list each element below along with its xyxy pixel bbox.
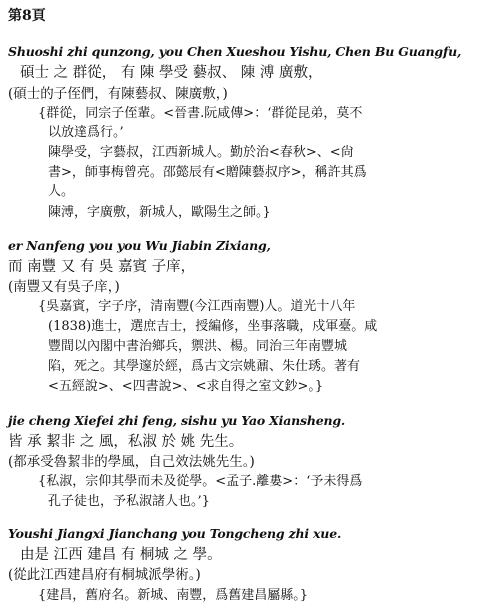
note-line: 人。 xyxy=(48,184,75,199)
note-line: {私淑，宗仰其學而未及從學。<孟子.離婁>：‘予未得爲 xyxy=(38,474,363,489)
translation-line: (從此江西建昌府有桐城派學術。) xyxy=(8,567,201,583)
note-line: {群從，同宗子侄輩。<晉書.阮咸傳>：‘群從昆弟，莫不 xyxy=(38,106,363,121)
pinyin-line: jie cheng Xiefei zhi feng, sishu yu Yao Xiansheng. xyxy=(8,413,346,428)
note-line: {建昌，舊府名。新城、南豐，爲舊建昌屬縣。} xyxy=(38,588,309,603)
note-line: {吳嘉賓，字子序，清南豐(今江西南豐)人。道光十八年 xyxy=(38,299,356,314)
chinese-line: 由是 江西 建昌 有 桐城 之 學。 xyxy=(20,547,222,563)
pinyin-line: Youshi Jiangxi Jianchang you Tongcheng zhi xue. xyxy=(8,526,342,541)
translation-line: (碩士的子侄們，有陳藝叔、陳廣敷，) xyxy=(8,86,228,102)
note-line: 陳溥，字廣敷，新城人，歐陽生之師。} xyxy=(48,205,271,220)
translation-line: (南豐又有吳子庠，) xyxy=(8,279,120,295)
page-label: 第8頁 xyxy=(8,8,46,24)
note-line: 陷，死之。其學邃於經，爲古文宗姚鼐、朱仕琇。著有 xyxy=(48,359,361,374)
pinyin-line: er Nanfeng you you Wu Jiabin Zixiang, xyxy=(8,238,271,253)
note-line: 孔子徒也，予私淑諸人也。’} xyxy=(48,494,210,509)
note-line: 陳學受，字藝叔，江西新城人。勤於治<春秋>、<尙 xyxy=(48,145,354,160)
note-line: 豐間以內閣中書治鄉兵，禦洪、楊。同治三年南豐城 xyxy=(48,339,348,354)
note-line: 書>，師事梅曾亮。邵懿辰有<贈陳藝叔序>，稱許其爲 xyxy=(48,165,367,180)
translation-line: (都承受魯絜非的學風，自己效法姚先生。) xyxy=(8,454,255,470)
note-line: <五經說>、<四書說>、<求自得之室文鈔>。} xyxy=(48,379,324,394)
pinyin-line: Shuoshi zhi qunzong, you Chen Xueshou Yishu, Chen Bu Guangfu, xyxy=(8,44,462,59)
chinese-line: 而 南豐 又 有 吳 嘉賓 子庠， xyxy=(8,259,196,275)
note-line: (1838)進士，選庶吉士，授編修，坐事落職，戍軍臺。咸 xyxy=(48,319,378,334)
chinese-line: 碩士 之 群從， 有 陳 學受 藝叔、 陳 溥 廣敷， xyxy=(20,65,323,81)
chinese-line: 皆 承 絜非 之 風，私淑 於 姚 先生。 xyxy=(8,434,244,450)
note-line: 以放達爲行。’ xyxy=(48,125,124,140)
